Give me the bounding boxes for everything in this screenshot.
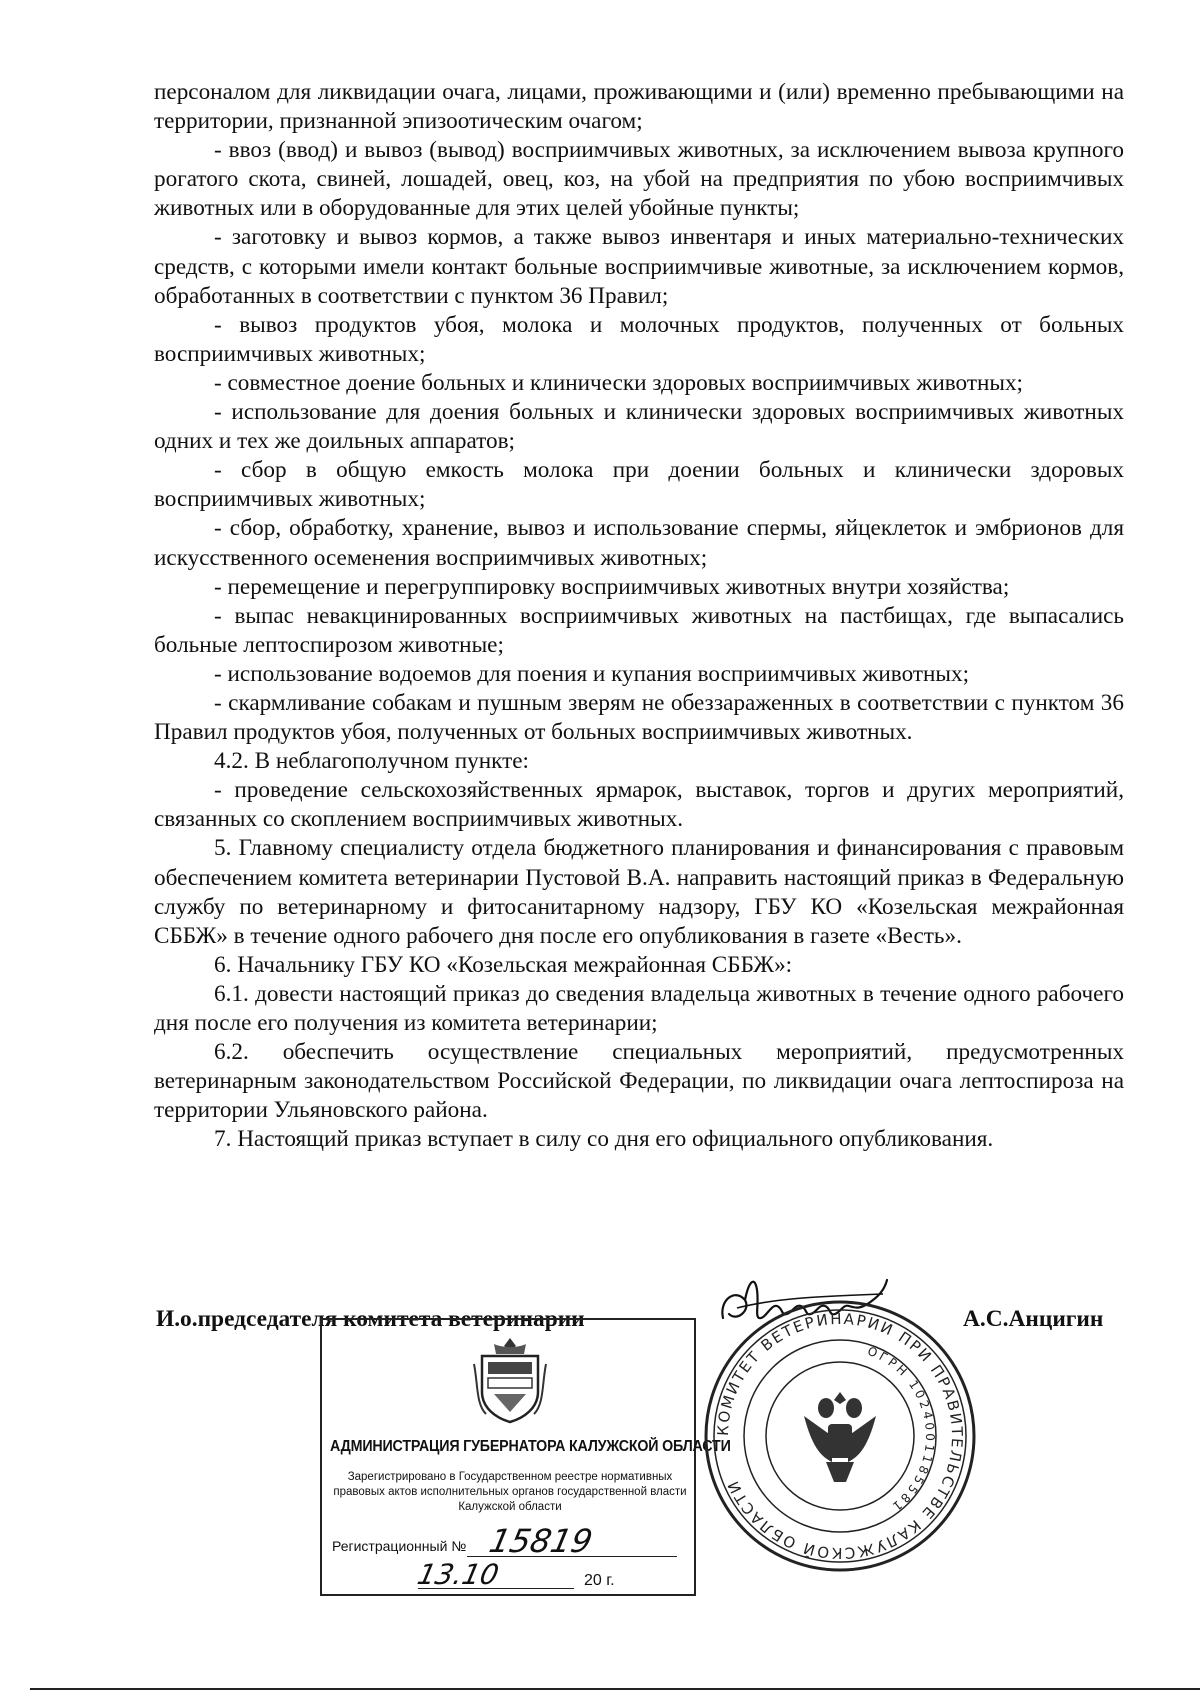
paragraph: - выпас невакцинированных восприимчивых животных на пастбищах, где выпасались больные лептоспирозом животные; <box>154 602 1124 658</box>
stamp-year: 20 г. <box>584 1572 615 1589</box>
paragraph: - скармливание собакам и пушным зверям не обеззараженных в соответствии с пунктом 36 Правил продуктов убоя, полученных от больных восприимчивых животных. <box>154 689 1124 746</box>
coat-of-arms-icon <box>472 1334 548 1426</box>
paragraph: 7. Настоящий приказ вступает в силу со дня его официального опубликования. <box>214 1126 994 1153</box>
round-seal-icon <box>700 1296 980 1576</box>
footer-rule <box>30 1688 1200 1690</box>
paragraph: - вывоз продуктов убоя, молока и молочных продуктов, полученных от больных восприимчивых животных; <box>154 311 1124 367</box>
signatory-name: А.С.Анцигин <box>963 1306 1104 1332</box>
paragraph: 6.1. довести настоящий приказ до сведения владельца животных в течение одного рабочего дня после его получения из комитета ветеринарии; <box>154 980 1124 1036</box>
paragraph: 5. Главному специалисту отдела бюджетного планирования и финансирования с правовым обеспечением комитета ветеринарии Пустовой В.А. направить настоящий приказ в Федеральную службу по ветеринарному и фитосанитарному надзору, ГБУ КО «Козельская межрайонная СББЖ» в течение одного рабочего дня после его опубликования в газете «Весть». <box>154 835 1124 949</box>
registration-stamp <box>320 1318 731 1596</box>
round-seal-ogrn: ОГРН 1024001185581 <box>865 1343 938 1516</box>
paragraph: персоналом для ликвидации очага, лицами, проживающими и (или) временно пребывающими на территории, признанной эпизоотическим очагом; <box>154 79 1124 135</box>
paragraph: - сбор, обработку, хранение, вывоз и использование спермы, яйцеклеток и эмбрионов для искусственного осеменения восприимчивых животных; <box>154 515 1124 571</box>
signatory-title: И.о.председателя комитета ветеринарии <box>156 1306 585 1332</box>
paragraph: - ввоз (ввод) и вывоз (вывод) восприимчивых животных, за исключением вывоза крупного рогатого скота, свиней, лошадей, овец, коз, на убой на предприятия по убою восприимчивых животных или в оборудованные для этих целей убойные пункты; <box>154 137 1124 222</box>
stamp-reg-number-value: 15819 <box>485 1522 596 1560</box>
stamp-admin-name: АДМИНИСТРАЦИЯ ГУБЕРНАТОРА КАЛУЖСКОЙ ОБЛАСТИ <box>330 1438 731 1455</box>
stamp-date-value: 13.10 <box>414 1558 502 1591</box>
paragraph: - заготовку и вывоз кормов, а также вывоз инвентаря и иных материально-технических средств, с которыми имели контакт больные восприимчивые животные, за исключением кормов, обработанных в соответствии с пунктом 36 Правил; <box>154 224 1124 309</box>
stamp-registered-text: Зарегистрировано в Государственном реестре нормативных правовых актов исполнительных органов государственной власти Калужской области <box>333 1471 687 1513</box>
paragraph: 6. Начальнику ГБУ КО «Козельская межрайонная СББЖ»: <box>214 951 793 978</box>
paragraph: - использование водоемов для поения и купания восприимчивых животных; <box>214 660 970 687</box>
paragraph: - проведение сельскохозяйственных ярмарок, выставок, торгов и других мероприятий, связанных со скоплением восприимчивых животных. <box>154 777 1124 833</box>
paragraph: - совместное доение больных и клинически здоровых восприимчивых животных; <box>214 369 1023 396</box>
paragraph: - использование для доения больных и клинически здоровых восприимчивых животных одних и тех же доильных аппаратов; <box>154 399 1124 455</box>
paragraph: 4.2. В неблагополучном пункте: <box>214 748 529 775</box>
stamp-reg-number-label: Регистрационный № <box>332 1538 467 1554</box>
paragraph: 6.2. обеспечить осуществление специальных мероприятий, предусмотренных ветеринарным законодательством Российской Федерации, по ликвидации очага лептоспироза на территории Ульяновского района. <box>154 1039 1124 1124</box>
round-seal-outer-text: КОМИТЕТ ВЕТЕРИНАРИИ ПРИ ПРАВИТЕЛЬСТВЕ КАЛУЖСКОЙ ОБЛАСТИ <box>713 1309 967 1563</box>
paragraph: - сбор в общую емкость молока при доении больных и клинически здоровых восприимчивых животных; <box>154 457 1124 513</box>
paragraph: - перемещение и перегруппировку восприимчивых животных внутри хозяйства; <box>214 573 1010 600</box>
document-body <box>154 78 1124 1154</box>
